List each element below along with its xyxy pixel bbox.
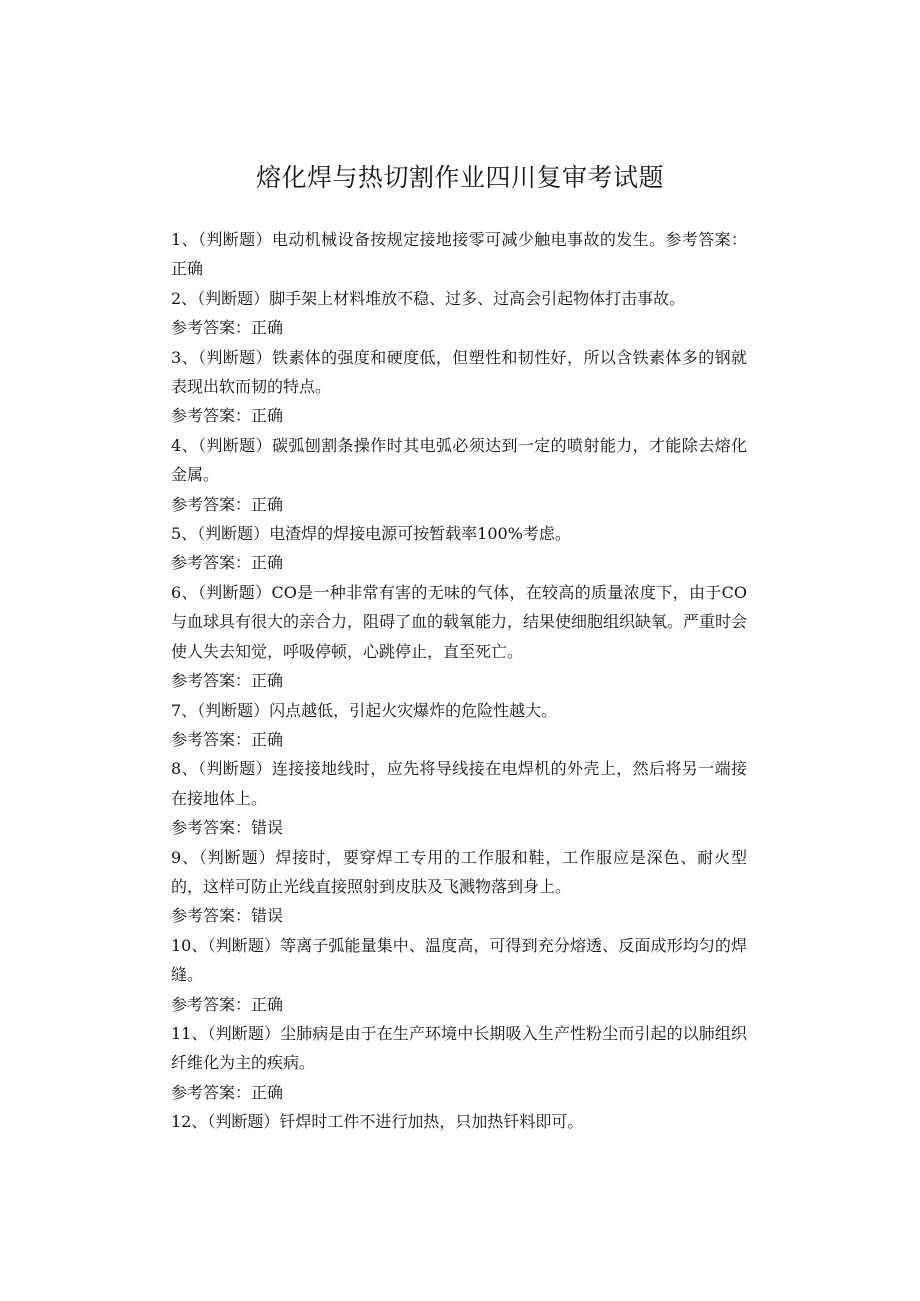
- question-5: 5、（判断题）电渣焊的焊接电源可按暂载率100%考虑。: [171, 524, 571, 544]
- answer-4: 参考答案：正确: [171, 494, 284, 514]
- question-12: 12、（判断题）钎焊时工件不进行加热，只加热钎料即可。: [171, 1112, 584, 1132]
- document-title: 熔化焊与热切割作业四川复审考试题: [255, 163, 664, 192]
- question-9: 9、（判断题）焊接时，要穿焊工专用的工作服和鞋，工作服应是深色、耐火型的，这样可防止光线直接照射到皮肤及飞溅物落到身上。: [171, 847, 747, 896]
- answer-5: 参考答案：正确: [171, 553, 284, 573]
- question-7: 7、（判断题）闪点越低，引起火灾爆炸的危险性越大。: [171, 700, 558, 720]
- question-8: 8、（判断题）连接接地线时，应先将导线接在电焊机的外壳上，然后将另一端接在接地体上。: [171, 759, 747, 808]
- answer-7: 参考答案：正确: [171, 729, 284, 749]
- question-4: 4、（判断题）碳弧刨割条操作时其电弧必须达到一定的喷射能力，才能除去熔化金属。: [171, 435, 747, 485]
- question-list: [171, 225, 747, 1137]
- answer-8: 参考答案：错误: [171, 818, 284, 838]
- question-10: 10、（判断题）等离子弧能量集中、温度高，可得到充分熔透、反面成形均匀的焊缝。: [171, 935, 747, 985]
- question-2: 2、（判断题）脚手架上材料堆放不稳、过多、过高会引起物体打击事故。: [171, 288, 686, 308]
- answer-10: 参考答案：正确: [171, 994, 284, 1014]
- question-11: 11、（判断题）尘肺病是由于在生产环境中长期吸入生产性粉尘而引起的以肺组织纤维化为主的疾病。: [171, 1023, 747, 1073]
- question-1: 1、（判断题）电动机械设备按规定接地接零可减少触电事故的发生。参考答案：正确: [171, 230, 747, 279]
- question-3: 3、（判断题）铁素体的强度和硬度低，但塑性和韧性好，所以含铁素体多的钢就表现出软而韧的特点。: [171, 347, 747, 397]
- question-6: 6、（判断题）CO是一种非常有害的无味的气体，在较高的质量浓度下，由于CO与血球具有很大的亲合力，阻碍了血的载氧能力，结果使细胞组织缺氧。严重时会使人失去知觉，呼吸停顿，心跳停止，直至死亡。: [171, 582, 748, 661]
- answer-3: 参考答案：正确: [171, 406, 284, 426]
- answer-9: 参考答案：错误: [171, 906, 284, 926]
- answer-6: 参考答案：正确: [171, 671, 284, 691]
- answer-2: 参考答案：正确: [171, 318, 284, 338]
- answer-11: 参考答案：正确: [171, 1082, 284, 1102]
